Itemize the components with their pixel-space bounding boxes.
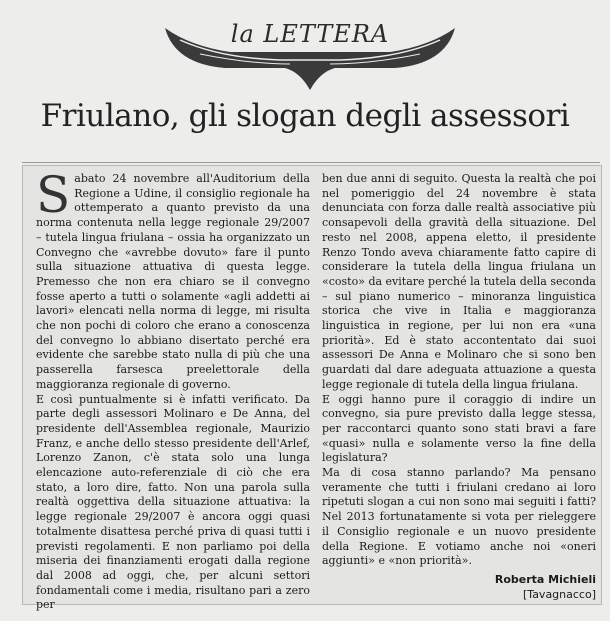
divider bbox=[22, 162, 600, 163]
paragraph: Ma di cosa stanno parlando? Ma pensano veramente che tutti i friulani credano ai loro ripetuti slogan a cui non sono mai seguiti i fatti? Nel 2013 fortunatamente si vota per rieleggere il Consiglio regionale e un nuovo presidente della Regione. E votiamo anche noi «oneri aggiunti» e «non priorità». bbox=[322, 466, 596, 568]
drop-cap: S bbox=[36, 166, 71, 224]
author-location: [Tavagnacco] bbox=[523, 587, 596, 601]
paragraph: abato 24 novembre all'Auditorium della Regione a Udine, il consiglio regionale ha ottemperato a quanto previsto da una norma contenuta nella legge regionale 29/2007 – tutela lingua friulana – ossia ha organizzato un Convegno che «avrebbe dovuto» fare il punto sulla situazione attuativa di questa legge. Premesso che non era chiaro se il convegno fosse aperto a tutti o solamente «agli addetti ai lavori» elencati nella norma di legge, mi risulta che non pochi di coloro che erano a conoscenza del convegno lo abbiano disertato perché era evidente che sarebbe stato nulla di più che una passerella farsesca preelettorale della maggioranza regionale di governo. bbox=[36, 172, 310, 391]
right-column bbox=[322, 172, 596, 601]
section-header bbox=[160, 6, 460, 94]
paragraph: ben due anni di seguito. Questa la realtà che poi nel pomeriggio del 24 novembre è stata denunciata con forza dalle realtà associative più consapevoli della gravità della situazione. Del resto nel 2008, appena eletto, il presidente Renzo Tondo aveva chiaramente fatto capire di considerare la tutela della lingua friulana un «costo» da evitare perché la tutela della seconda – sul piano numerico – minoranza linguistica storica che vive in Italia e maggioranza linguistica in regione, per lui non era «una priorità». Ed è stato accontentato dai suoi assessori De Anna e Molinaro che si sono ben guardati dal dare adeguata attuazione a questa legge regionale di tutela della lingua friulana. bbox=[322, 172, 596, 391]
article-headline: Friulano, gli slogan degli assessori bbox=[40, 98, 570, 134]
author-name: Roberta Michieli bbox=[494, 572, 596, 586]
paragraph: E così puntualmente si è infatti verificato. Da parte degli assessori Molinaro e De Anna, del presidente dell'Assemblea regionale, Maurizio Franz, e anche dello stesso presidente dell'Arlef, Lorenzo Zanon, c'è stata solo una lunga elencazione auto-referenziale di ciò che era stato, a loro dire, fatto. Non una parola sulla realtà oggettiva della situazione attuativa: la legge regionale 29/2007 è ancora oggi quasi totalmente disattesa perché priva di quasi tutti i previsti regolamenti. E non parliamo poi della miseria dei finanziamenti erogati dalla regione dal 2008 ad oggi, che, per alcuni settori fondamentali come i media, risultano pari a zero per bbox=[36, 392, 310, 612]
section-label: la LETTERA bbox=[230, 20, 390, 48]
left-column bbox=[36, 166, 310, 612]
paragraph: E oggi hanno pure il coraggio di indire un convegno, sia pure previsto dalla legge stessa, per raccontarci quanto sono stati bravi a fare «quasi» nulla e solamente verso la fine della legislatura? bbox=[322, 392, 596, 465]
